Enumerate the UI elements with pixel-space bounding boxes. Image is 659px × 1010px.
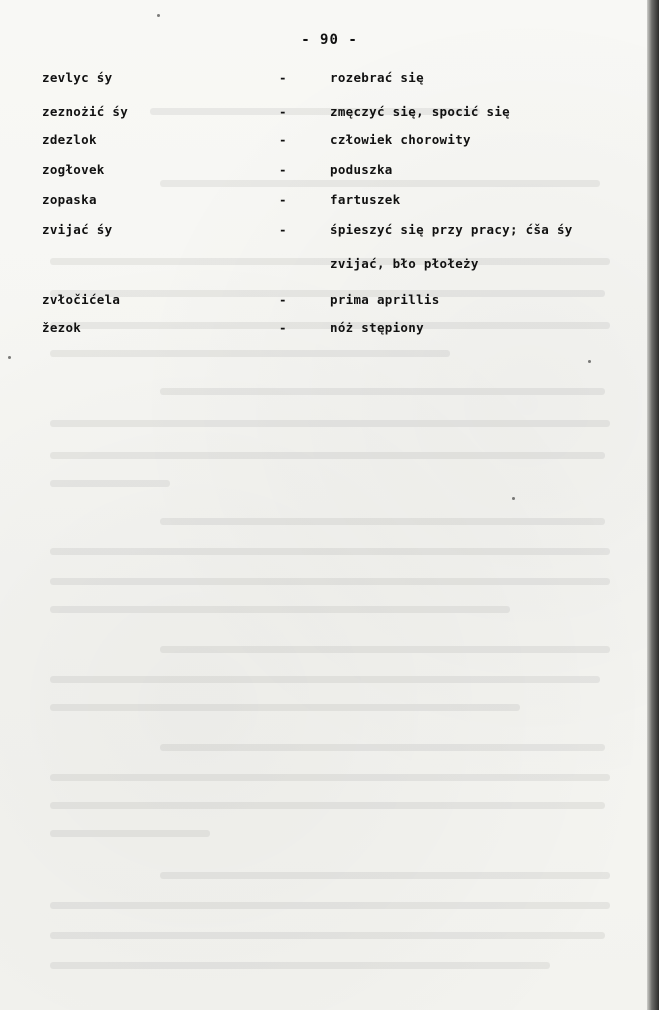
entry-gloss: człowiek chorowity <box>330 132 471 147</box>
bleed-through-line <box>50 962 550 969</box>
glossary-entry <box>0 104 640 128</box>
entry-term: žezok <box>42 320 82 335</box>
bleed-through-line <box>160 388 605 395</box>
page-number: - 90 - <box>301 32 358 48</box>
bleed-through-line <box>50 606 510 613</box>
entry-term: zevlyc śy <box>42 70 113 85</box>
bleed-through-line <box>160 518 605 525</box>
glossary-entry <box>0 292 640 316</box>
bleed-through-line <box>50 802 605 809</box>
glossary-entry <box>0 320 640 344</box>
entry-gloss: rozebrać się <box>330 70 424 85</box>
bleed-through-line <box>160 872 610 879</box>
bleed-through-line <box>50 676 600 683</box>
bleed-through-line <box>160 646 610 653</box>
entry-gloss: śpieszyć się przy pracy; ćša śy <box>330 222 573 237</box>
glossary-entry <box>0 222 640 246</box>
bleed-through-line <box>160 744 605 751</box>
entry-gloss: nóż stępiony <box>330 320 424 335</box>
entry-term: zvijać śy <box>42 222 113 237</box>
entry-dash: - <box>279 222 287 237</box>
entry-term: zopaska <box>42 192 97 207</box>
glossary-entry <box>0 70 640 94</box>
entry-term: zvłočićela <box>42 292 121 307</box>
bleed-through-line <box>50 350 450 357</box>
entry-gloss: zmęczyć się, spocić się <box>330 104 510 119</box>
entry-gloss: prima aprillis <box>330 292 440 307</box>
bleed-through-line <box>50 578 610 585</box>
bleed-through-line <box>50 932 605 939</box>
entry-dash: - <box>279 320 287 335</box>
bleed-through-line <box>50 774 610 781</box>
entry-dash: - <box>279 162 287 177</box>
glossary-entry <box>0 132 640 156</box>
entry-dash: - <box>279 70 287 85</box>
bleed-through-line <box>50 452 605 459</box>
bleed-through-line <box>50 480 170 487</box>
entry-term: zeznożić śy <box>42 104 129 119</box>
entry-gloss: poduszka <box>330 162 393 177</box>
bleed-through-line <box>50 548 610 555</box>
paper-speck <box>512 497 515 500</box>
paper-speck <box>588 360 591 363</box>
bleed-through-line <box>50 902 610 909</box>
entry-term: zdezlok <box>42 132 97 147</box>
bleed-through-line <box>50 704 520 711</box>
entry-dash: - <box>279 292 287 307</box>
entry-gloss-continuation: zvijać, bło płołeży <box>330 256 479 271</box>
scan-edge-shadow <box>647 0 659 1010</box>
entry-dash: - <box>279 192 287 207</box>
paper-speck <box>8 356 11 359</box>
entry-dash: - <box>279 132 287 147</box>
entry-dash: - <box>279 104 287 119</box>
glossary-entry <box>0 192 640 216</box>
entry-term: zogłovek <box>42 162 105 177</box>
glossary-entry <box>0 162 640 186</box>
bleed-through-line <box>50 420 610 427</box>
bleed-through-line <box>50 830 210 837</box>
entry-gloss: fartuszek <box>330 192 401 207</box>
paper-speck <box>157 14 160 17</box>
